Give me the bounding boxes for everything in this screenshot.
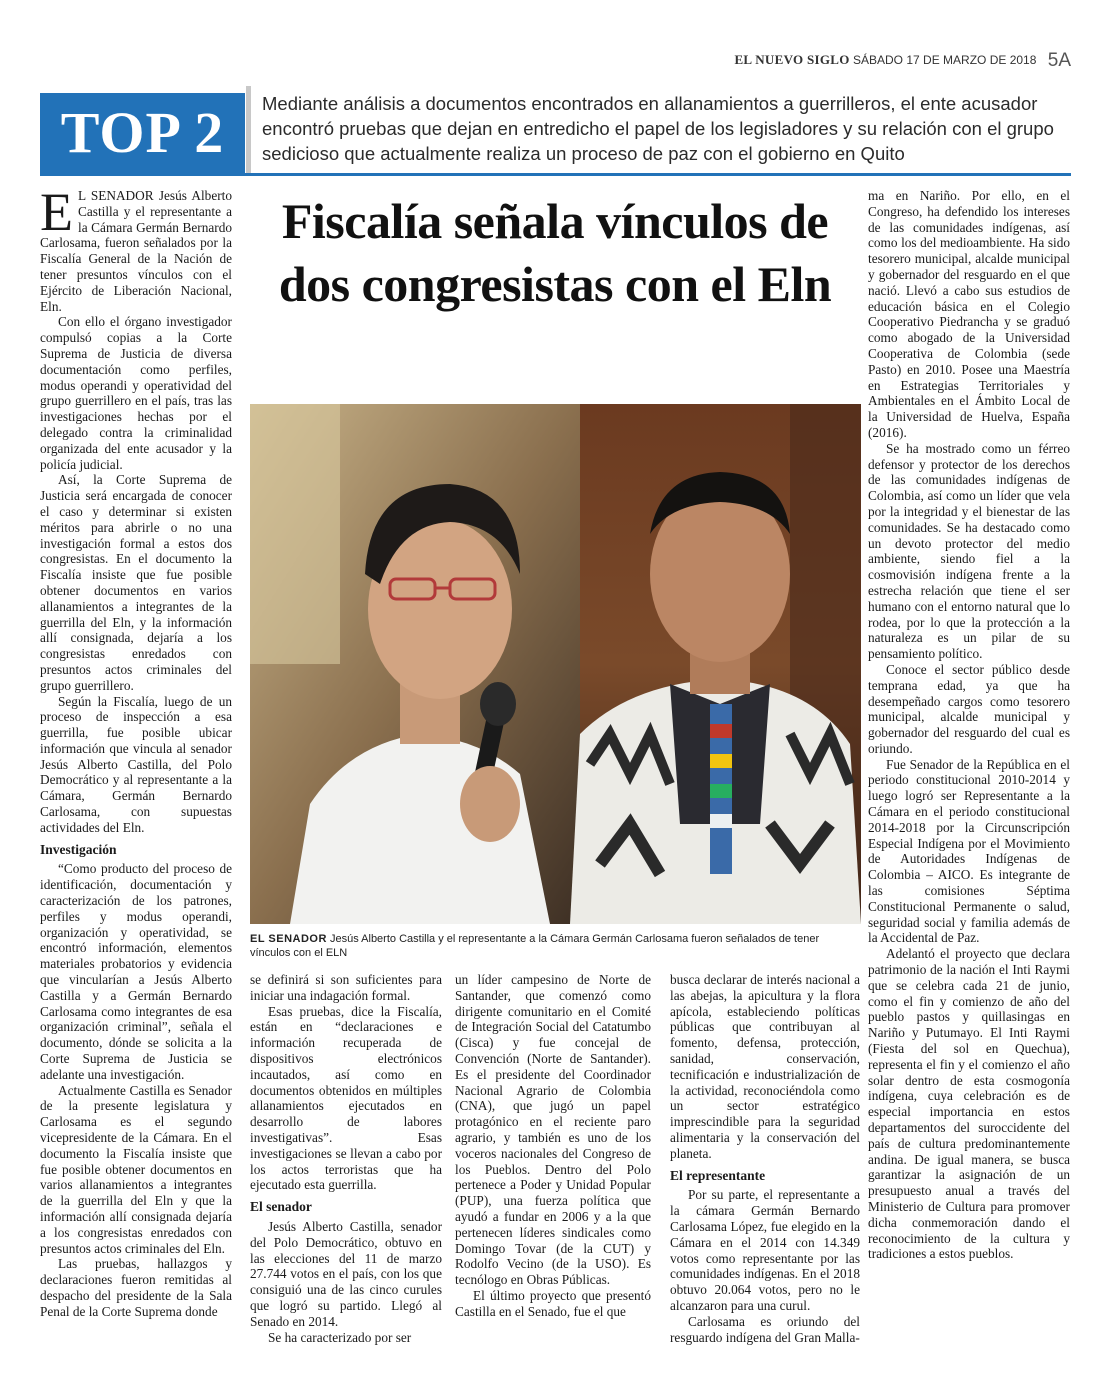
article-column-1 bbox=[40, 182, 232, 1320]
banner-rule bbox=[40, 173, 1071, 176]
paragraph: Así, la Corte Suprema de Justicia será encargada de conocer el caso y determinar si existen méritos para abrirle o no una investigación formal a estos dos congresistas. En el documento la Fiscalía insiste que fue posible obtener documentos en varios allanamientos a integrantes de la guerrilla del Eln, y la información allí consignada, dejaría a los congresistas enredados con presuntos actos criminales del grupo guerrillero. bbox=[40, 472, 232, 693]
paragraph: se definirá si son suficientes para iniciar una indagación formal. bbox=[250, 972, 442, 1003]
paragraph: El último proyecto que presentó Castilla en el Senado, fue el que bbox=[455, 1287, 651, 1319]
paragraph: Por su parte, el representante a la cámara Germán Bernardo Carlosama López, fue elegido en la Cámara en el 2014 con 14.349 votos como representante por las comunidades indígenas. En el 2018 obtuvo 20.064 votos, pero no le alcanzaron para una curul. bbox=[670, 1187, 860, 1313]
paragraph: Actualmente Castilla es Senador de la presente legislatura y Carlosama es el segundo vicepresidente de la Cámara. En el documento la Fiscalía insiste que fue posible obtener documentos en varios allanamientos a integrantes de la guerrilla del Eln y que la información allí consignada dejaría a los congresistas enredados con presuntos actos criminales del Eln. bbox=[40, 1082, 232, 1256]
subheading-el-senador: El senador bbox=[250, 1199, 312, 1215]
paragraph: Conoce el sector público desde temprana edad, ya que ha desempeñado cargos como tesorero municipal, alcalde municipal y gobernador del resguardo del cual es oriundo. bbox=[868, 661, 1070, 756]
paragraph: Esas pruebas, dice la Fiscalía, están en “declaraciones e información recuperada de dispositivos electrónicos incautados, así como en documentos obtenidos en múltiples allanamientos ejecutados en desarrollo de labores investigativas”. Esas investigaciones se llevan a cabo por los actos terroristas que ha ejecutado esta guerrilla. bbox=[250, 1003, 442, 1193]
paragraph: busca declarar de interés nacional a las abejas, la apicultura y la flora apícola, estableciendo políticas públicas que contribuyan al fomento, defensa, protección, sanidad, conservación, tecnificación e industrialización de la actividad, reconociéndola como un sector estratégico imprescindible para la seguridad alimentaria y la conservación del planeta. bbox=[670, 972, 860, 1161]
paragraph: “Como producto del proceso de identificación, documentación y caracterización de los patrones, perfiles y modus operandi, organización y operatividad, se encontró información, elementos materiales probatorios y evidencia que vincularían a Jesús Alberto Castilla y a Germán Bernardo Carlosama como integrantes de esa organización criminal”, señala el documento, dónde se solicita a la Corte Suprema de Justicia se adelante una investigación. bbox=[40, 861, 232, 1082]
paragraph: Adelantó el proyecto que declara patrimonio de la nación el Inti Raymi que se celebra cada 21 de junio, como el fin y comienzo de año del pueblo pastos y quillasingas en Nariño y Putumayo. El Inti Raymi (Fiesta del sol en Quechua), representa el fin y el comienzo el año solar dentro de esta cosmogonía indígena, cuya celebración es de especial importancia en estos departamentos del suroccidente del país de cultura predominantemente andina. De igual manera, se busca garantizar la asignación de un presupuesto anual a través del Ministerio de Cultura para promover dicha conmemoración dando el reconocimiento de la cultura y tradiciones a estos pueblos. bbox=[868, 946, 1070, 1262]
paragraph: Fue Senador de la República en el periodo constitucional 2010-2014 y luego logró ser Representante a la Cámara en el periodo constitucional 2014-2018 por la Circunscripción Especial Indígena por el Movimiento de Autoridades Indígenas de Colombia – AICO. Es integrante de las comisiones Séptima Constitucional Permanente o salud, seguridad social y familia además de la Accidental de Paz. bbox=[868, 756, 1070, 946]
subheading-el-representante: El representante bbox=[670, 1167, 766, 1183]
page-number: 5A bbox=[1047, 50, 1071, 71]
subheading-investigacion: Investigación bbox=[40, 841, 117, 857]
issue-date: SÁBADO 17 DE MARZO DE 2018 bbox=[853, 53, 1037, 67]
article-column-4 bbox=[670, 972, 860, 1345]
caption-text: Jesús Alberto Castilla y el representante a la Cámara Germán Carlosama fueron señalados de tener vínculos con el ELN bbox=[250, 933, 820, 959]
paragraph: Jesús Alberto Castilla, senador del Polo Democrático, obtuvo en las elecciones del 11 de marzo 27.744 votos en el país, con los que consiguió una de las cinco curules que logró su partido. Llegó al Senado en 2014. bbox=[250, 1218, 442, 1329]
photo-caption bbox=[250, 932, 861, 960]
paragraph: Según la Fiscalía, luego de un proceso de inspección a esa guerrilla, fue posible ubicar información que vincula al senador Jesús Alberto Castilla, del Polo Democrático y al representante a la Cámara, Germán Bernardo Carlosama, con supuestas actividades del Eln. bbox=[40, 693, 232, 835]
article-photo bbox=[250, 404, 861, 924]
paragraph: Se ha mostrado como un férreo defensor y protector de los derechos de las comunidades indígenas de Colombia, así como un líder que vela por la integridad y el bienestar de las comunidades. Se ha destacado como un devoto protector del medio ambiente, siendo fiel a la cosmovisión indígena frente a la estrecha relación que tiene el ser humano con el entorno natural que lo rodea, por lo que la protección a la naturaleza es un pilar de su pensamiento político. bbox=[868, 440, 1070, 662]
paragraph: Carlosama es oriundo del resguardo indígena del Gran Malla- bbox=[670, 1313, 860, 1345]
paragraph: Con ello el órgano investigador compulsó copias a la Corte Suprema de Justicia de diversa documentación como perfiles, modus operandi y operatividad del grupo guerrillero en el país, tras las investigaciones hechas por el delegado contra la criminalidad organizada del ente acusador y la policía judicial. bbox=[40, 314, 232, 472]
paragraph: ma en Nariño. Por ello, en el Congreso, ha defendido los intereses de las comunidades indígenas, así como los del medioambiente. Ha sido tesorero municipal, alcalde municipal y gobernador del resguardo en el que nació. Llevó a cabo sus estudios de educación básica en el Colegio Cooperativo Piedrancha y se graduó como abogado de la Universidad Cooperativa de Colombia (sede Pasto) en 2010. Posee una Maestría en Estrategias Territoriales y Ambientales en el Ámbito Local de la Universidad de Huelva, España (2016). bbox=[868, 188, 1070, 440]
newspaper-brand: EL NUEVO SIGLO bbox=[734, 52, 850, 67]
article-column-2 bbox=[250, 972, 442, 1345]
banner-divider bbox=[246, 86, 251, 176]
headline: Fiscalía señala vínculos de dos congresistas con el Eln bbox=[278, 193, 832, 312]
article-deck: Mediante análisis a documentos encontrados en allanamientos a guerrilleros, el ente acusador encontró pruebas que dejan en entredicho el papel de los legisladores y su relación con el grupo sedicioso que actualmente realiza un proceso de paz con el gobierno en Quito bbox=[262, 93, 1054, 164]
paragraph: Las pruebas, hallazgos y declaraciones fueron remitidas al despacho del presidente de la Sala Penal de la Corte Suprema donde bbox=[40, 1256, 232, 1319]
photo-illustration bbox=[250, 404, 861, 924]
paragraph: Se ha caracterizado por ser bbox=[268, 1329, 412, 1345]
section-label: TOP 2 bbox=[40, 93, 245, 173]
article-column-5 bbox=[868, 188, 1070, 1262]
masthead bbox=[734, 50, 1071, 72]
drop-cap: E bbox=[40, 182, 73, 242]
caption-lead: EL SENADOR bbox=[250, 933, 327, 945]
paragraph: un líder campesino de Norte de Santander, que comenzó como dirigente comunitario en el Comité de Integración Social del Catatumbo (Cisca) y fue concejal de Convención (Norte de Santander). Es el presidente del Coordinador Nacional Agrario de Colombia (CNA), que jugó un papel protagónico en el reciente paro agrario, y también es uno de los voceros nacionales del Congreso de los Pueblos. Dentro del Polo pertenece a Poder y Unidad Popular (PUP), una fuerza política que ayudó a fundar en 2006 y a la que pertenecen líderes sindicales como Domingo Tovar (de la CUT) y Rodolfo Vecino (de la USO). Es tecnólogo en Obras Públicas. bbox=[455, 972, 651, 1288]
paragraph: E L SENADOR Jesús Alberto Castilla y el representante a la Cámara Germán Bernardo Carlosama, fueron señalados por la Fiscalía General de la Nación de tener presuntos vínculos con el Ejército de Liberación Nacional, Eln. bbox=[40, 182, 232, 314]
article-column-3 bbox=[455, 972, 651, 1320]
